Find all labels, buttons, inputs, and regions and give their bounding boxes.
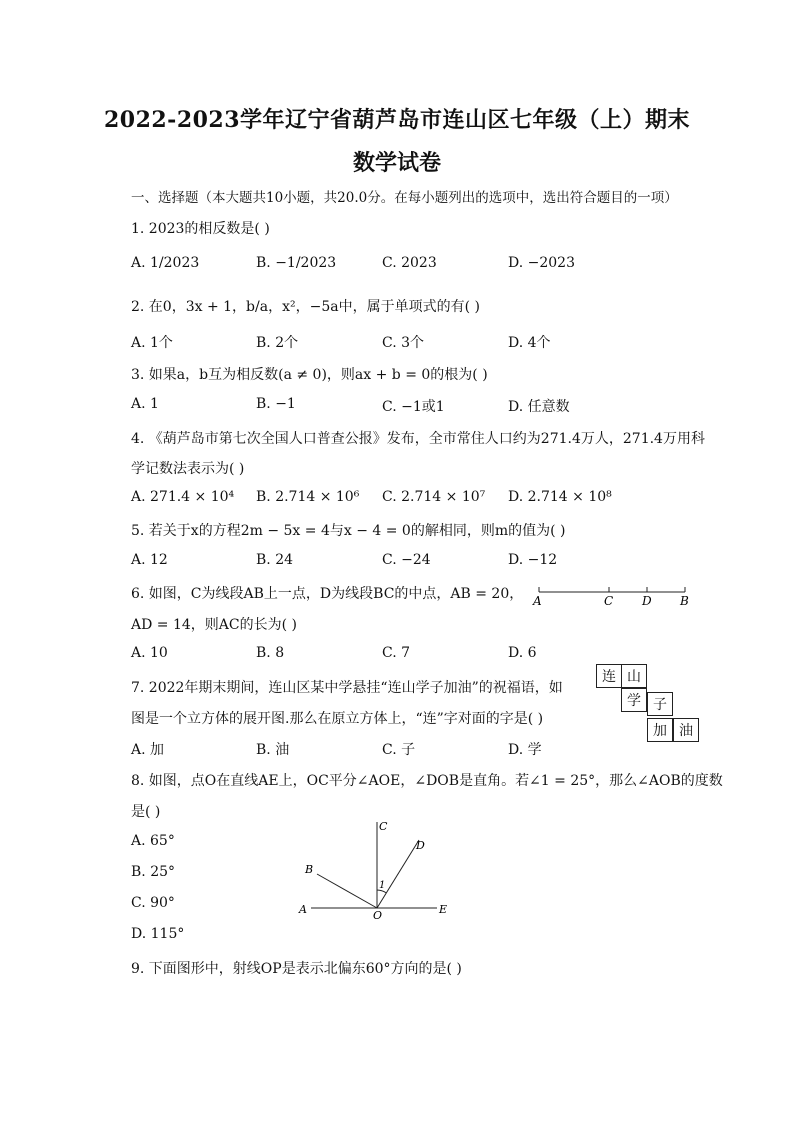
q6-option-c: C. 7 <box>382 645 411 661</box>
q8-option-a: A. 65° <box>131 833 175 849</box>
question-4-stem-line1: 4. 《葫芦岛市第七次全国人口普查公报》发布，全市常住人口约为271.4万人，271.4万用科 <box>131 431 705 447</box>
label-a: A <box>533 594 542 608</box>
cube-cell-shan: 山 <box>621 664 647 688</box>
question-2-stem: 2. 在0，3x + 1，b/a，x²，−5a中，属于单项式的有( ) <box>131 299 480 315</box>
q7-option-c: C. 子 <box>382 742 416 758</box>
q8-option-c: C. 90° <box>131 895 175 911</box>
cube-cell-you: 油 <box>673 718 699 742</box>
angle-figure <box>295 818 455 920</box>
cube-cell-jia: 加 <box>647 718 673 742</box>
label-d: D <box>416 839 425 852</box>
q1-option-a: A. 1/2023 <box>131 255 200 271</box>
question-8-stem-line1: 8. 如图，点O在直线AE上，OC平分∠AOE，∠DOB是直角。若∠1 = 25°，那么∠AOB的度数 <box>131 773 723 789</box>
question-7-stem-line1: 7. 2022年期末期间，连山区某中学悬挂“连山学子加油”的祝福语，如 <box>131 680 563 696</box>
q3-option-b: B. −1 <box>256 396 296 412</box>
q3-option-c: C. −1或1 <box>382 399 445 415</box>
section-heading: 一、选择题（本大题共10小题，共20.0分。在每小题列出的选项中，选出符合题目的一项） <box>131 190 678 206</box>
segment-figure <box>530 584 700 612</box>
cube-cell-zi: 子 <box>647 692 673 716</box>
q3-option-d: D. 任意数 <box>508 399 570 415</box>
q4-option-c: C. 2.714 × 10⁷ <box>382 489 486 505</box>
q5-option-c: C. −24 <box>382 552 431 568</box>
q1-option-d: D. −2023 <box>508 255 575 271</box>
exam-title: 2022-2023学年辽宁省葫芦岛市连山区七年级（上）期末 <box>103 107 691 133</box>
q3-option-a: A. 1 <box>131 396 159 412</box>
q6-option-b: B. 8 <box>256 645 285 661</box>
q8-option-d: D. 115° <box>131 926 185 942</box>
q1-option-c: C. 2023 <box>382 255 437 271</box>
label-o: O <box>373 909 383 920</box>
cube-cell-lian: 连 <box>596 664 622 688</box>
q6-option-a: A. 10 <box>131 645 168 661</box>
question-4-stem-line2: 学记数法表示为( ) <box>131 461 245 477</box>
q4-option-a: A. 271.4 × 10⁴ <box>131 489 235 505</box>
q5-option-b: B. 24 <box>256 552 294 568</box>
q2-option-a: A. 1个 <box>131 335 173 351</box>
label-b: B <box>305 863 314 876</box>
question-6-stem-line2: AD = 14，则AC的长为( ) <box>131 617 297 633</box>
label-e: E <box>439 903 448 916</box>
q2-option-d: D. 4个 <box>508 335 551 351</box>
question-8-stem-line2: 是( ) <box>131 804 161 820</box>
q6-option-d: D. 6 <box>508 645 537 661</box>
question-7-stem-line2: 图是一个立方体的展开图.那么在原立方体上，“连”字对面的字是( ) <box>131 711 544 727</box>
label-c: C <box>379 820 388 833</box>
q2-option-b: B. 2个 <box>256 335 299 351</box>
label-b: B <box>680 594 689 608</box>
ray-ob <box>317 874 377 908</box>
label-d: D <box>642 594 652 608</box>
label-angle-1: 1 <box>379 880 386 891</box>
q4-option-b: B. 2.714 × 10⁶ <box>256 489 360 505</box>
question-5-stem: 5. 若关于x的方程2m − 5x = 4与x − 4 = 0的解相同，则m的值为( ) <box>131 523 566 539</box>
q2-option-c: C. 3个 <box>382 335 425 351</box>
label-a: A <box>299 903 307 916</box>
question-9-stem: 9. 下面图形中，射线OP是表示北偏东60°方向的是( ) <box>131 961 462 977</box>
q7-option-d: D. 学 <box>508 742 542 758</box>
question-3-stem: 3. 如果a，b互为相反数(a ≠ 0)，则ax + b = 0的根为( ) <box>131 367 488 383</box>
question-6-stem-line1: 6. 如图，C为线段AB上一点，D为线段BC的中点，AB = 20， <box>131 586 524 602</box>
cube-cell-xue: 学 <box>621 688 647 712</box>
q5-option-a: A. 12 <box>131 552 168 568</box>
label-c: C <box>604 594 614 608</box>
q4-option-d: D. 2.714 × 10⁸ <box>508 489 612 505</box>
q1-option-b: B. −1/2023 <box>256 255 337 271</box>
exam-subtitle: 数学试卷 <box>352 150 441 176</box>
q7-option-a: A. 加 <box>131 742 165 758</box>
q8-option-b: B. 25° <box>131 864 176 880</box>
q5-option-d: D. −12 <box>508 552 558 568</box>
question-1-stem: 1. 2023的相反数是( ) <box>131 221 270 237</box>
ray-od <box>377 840 419 908</box>
q7-option-b: B. 油 <box>256 742 290 758</box>
